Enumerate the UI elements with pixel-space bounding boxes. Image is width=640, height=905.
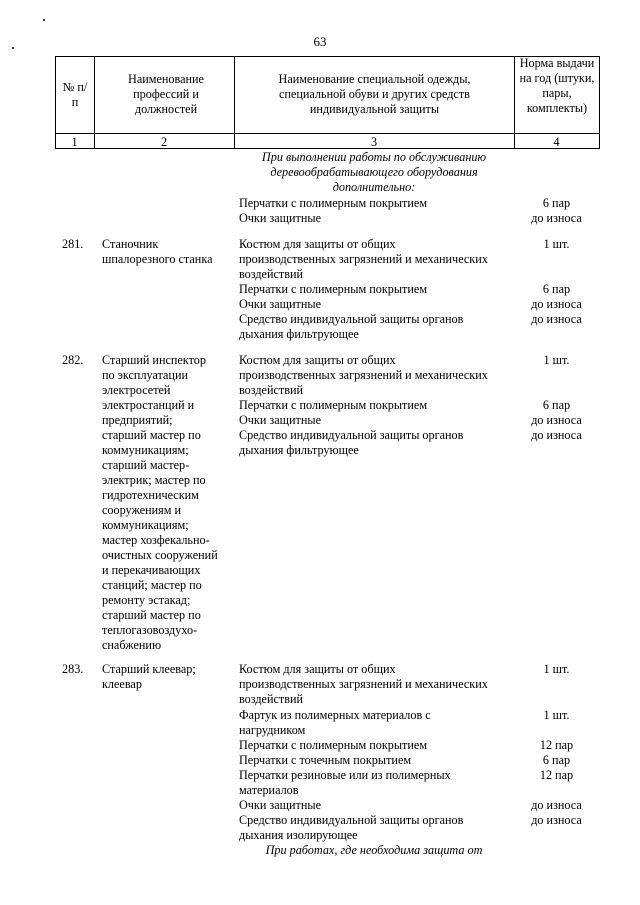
header-mid-border xyxy=(55,133,600,134)
item-norm: 1 шт. xyxy=(543,708,570,722)
profession-line: гидротехническим xyxy=(102,488,199,502)
item-name-line: дыхания изолирующее xyxy=(239,828,358,842)
item-norm: до износа xyxy=(531,428,582,442)
item-name-line: Очки защитные xyxy=(239,798,321,812)
item-norm: до износа xyxy=(531,297,582,311)
header-col-norm: Норма выдачи на год (штуки, пары, комплекты) xyxy=(519,56,595,115)
profession-line: сооружениям и xyxy=(102,503,182,517)
row-number: 282. xyxy=(62,353,84,367)
item-name-line: Перчатки с полимерным покрытием xyxy=(239,282,428,296)
item-norm: до износа xyxy=(531,413,582,427)
item-norm: 6 пар xyxy=(542,196,571,210)
item-name-line: Перчатки с полимерным покрытием xyxy=(239,398,428,412)
page-number: 63 xyxy=(313,34,327,49)
profession-line: старший мастер по xyxy=(102,428,201,442)
item-name-line: воздействий xyxy=(239,692,304,706)
header-col-divider-4 xyxy=(599,56,600,149)
item-name-line: Перчатки с полимерным покрытием xyxy=(239,738,428,752)
item-norm: 6 пар xyxy=(542,753,571,767)
item-norm: 6 пар xyxy=(542,398,571,412)
header-colnum-2: 2 xyxy=(160,135,168,149)
item-norm: 1 шт. xyxy=(543,662,570,676)
item-name-line: Костюм для защиты от общих xyxy=(239,237,396,251)
profession-line: теплогазовоздухо- xyxy=(102,623,198,637)
item-name-line: воздействий xyxy=(239,383,304,397)
item-name-line: Перчатки с точечным покрытием xyxy=(239,753,412,767)
item-name-line: Очки защитные xyxy=(239,297,321,311)
header-col-equipment: Наименование специальной одежды, специальной обуви и других средств индивидуальной защиты xyxy=(278,72,471,116)
profession-line: и перекачивающих xyxy=(102,563,201,577)
item-norm: 1 шт. xyxy=(543,353,570,367)
profession-line: по эксплуатации xyxy=(102,368,189,382)
header-col-number: № п/п xyxy=(62,80,88,109)
item-name-line: дыхания фильтрующее xyxy=(239,327,359,341)
item-name-line: производственных загрязнений и механических xyxy=(239,252,488,266)
profession-line: старший мастер по xyxy=(102,608,201,622)
footer-note: При работах, где необходима защита от xyxy=(265,843,483,857)
profession-line: старший мастер- xyxy=(102,458,190,472)
item-name-line: Очки защитные xyxy=(239,413,321,427)
item-name-line: Перчатки с полимерным покрытием xyxy=(239,196,428,210)
item-norm: 1 шт. xyxy=(543,237,570,251)
item-norm: до износа xyxy=(531,798,582,812)
profession-line: ремонту эстакад; xyxy=(102,593,191,607)
item-norm: 12 пар xyxy=(539,768,574,782)
profession-line: Станочник xyxy=(102,237,159,251)
profession-line: Старший клеевар; xyxy=(102,662,196,676)
profession-line: электросетей xyxy=(102,383,171,397)
profession-line: шпалорезного станка xyxy=(102,252,213,266)
item-norm: 6 пар xyxy=(542,282,571,296)
intro-note-line: дополнительно: xyxy=(332,180,416,194)
profession-line: предприятий; xyxy=(102,413,173,427)
item-name-line: материалов xyxy=(239,783,299,797)
item-norm: до износа xyxy=(531,211,582,225)
item-name-line: дыхания фильтрующее xyxy=(239,443,359,457)
intro-note-line: При выполнении работы по обслуживанию xyxy=(261,150,487,164)
profession-line: снабжению xyxy=(102,638,162,652)
item-name-line: Костюм для защиты от общих xyxy=(239,353,396,367)
header-colnum-1: 1 xyxy=(71,135,78,149)
profession-line: электростанций и xyxy=(102,398,195,412)
row-number: 283. xyxy=(62,662,84,676)
item-name-line: воздействий xyxy=(239,267,304,281)
profession-line: электрик; мастер по xyxy=(102,473,206,487)
header-col-profession: Наименование профессий и должностей xyxy=(128,72,204,116)
profession-line: станций; мастер по xyxy=(102,578,202,592)
item-name-line: Средство индивидуальной защиты органов xyxy=(239,428,464,442)
item-norm: до износа xyxy=(531,813,582,827)
item-name-line: нагрудником xyxy=(239,723,306,737)
item-name-line: Средство индивидуальной защиты органов xyxy=(239,312,464,326)
item-name-line: Перчатки резиновые или из полимерных xyxy=(239,768,451,782)
profession-line: коммуникациям; xyxy=(102,518,189,532)
item-name-line: производственных загрязнений и механических xyxy=(239,368,488,382)
profession-line: очистных сооружений xyxy=(102,548,218,562)
item-name-line: Средство индивидуальной защиты органов xyxy=(239,813,464,827)
row-number: 281. xyxy=(62,237,84,251)
profession-line: клеевар xyxy=(102,677,142,691)
profession-line: коммуникациям; xyxy=(102,443,189,457)
item-name-line: Фартук из полимерных материалов с xyxy=(239,708,431,722)
profession-line: Старший инспектор xyxy=(102,353,206,367)
item-norm: 12 пар xyxy=(539,738,574,752)
item-name-line: производственных загрязнений и механических xyxy=(239,677,488,691)
header-colnum-3: 3 xyxy=(370,135,378,149)
header-colnum-4: 4 xyxy=(553,135,560,149)
scan-mark-dot-1 xyxy=(43,19,45,21)
item-norm: до износа xyxy=(531,312,582,326)
item-name-line: Костюм для защиты от общих xyxy=(239,662,396,676)
profession-line: мастер хозфекально- xyxy=(102,533,210,547)
intro-note-line: деревообрабатывающего оборудования xyxy=(270,165,478,179)
item-name-line: Очки защитные xyxy=(239,211,321,225)
